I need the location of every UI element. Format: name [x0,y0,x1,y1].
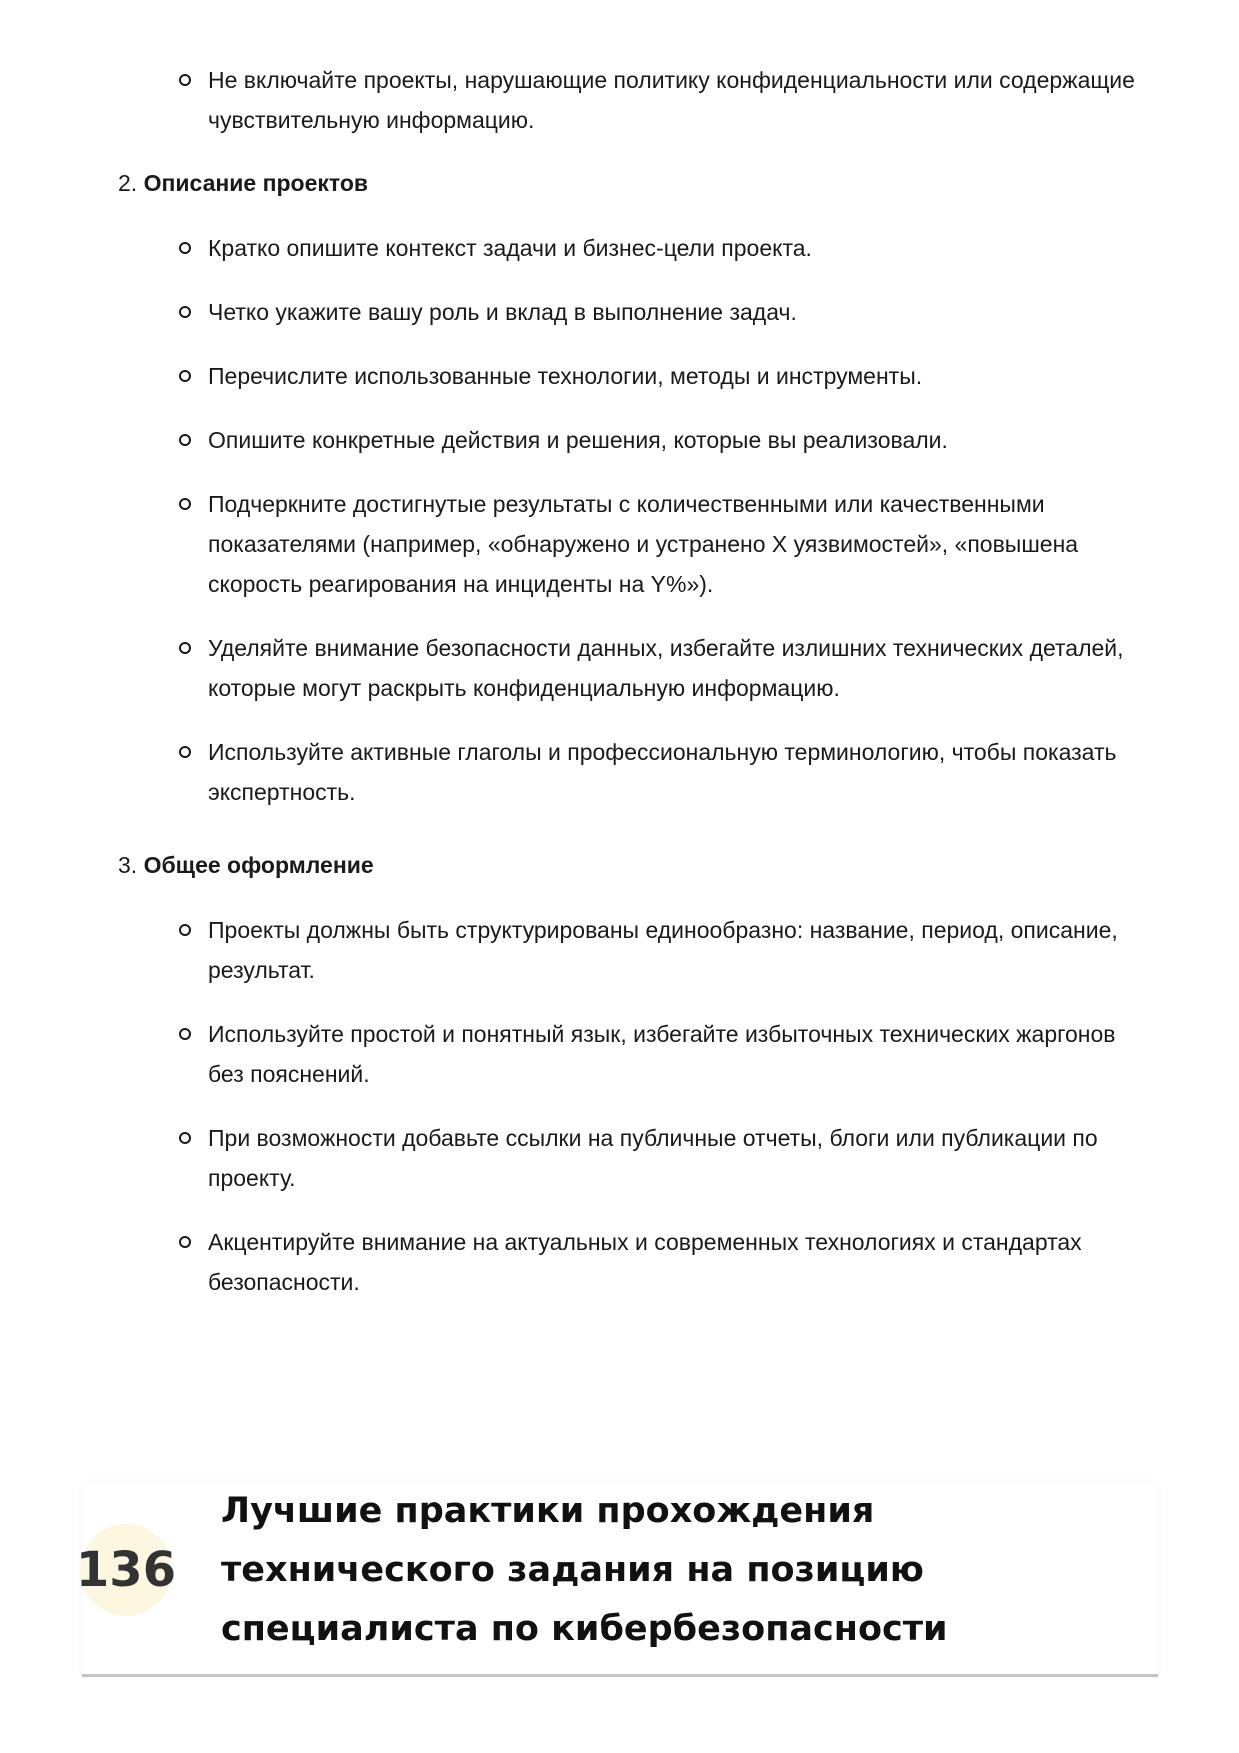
list-item: Уделяйте внимание безопасности данных, избегайте излишних технических деталей, которые могут раскрыть конфиденциальную информацию. [0,628,1239,708]
hollow-circle-bullet-icon [179,306,191,318]
section-heading-general-formatting [118,845,374,885]
bullet-list-general-formatting [0,910,1239,1326]
list-item: Перечислите использованные технологии, методы и инструменты. [0,356,1239,396]
hollow-circle-bullet-icon [179,434,191,446]
list-item: Акцентируйте внимание на актуальных и современных технологиях и стандартах безопасности. [0,1222,1239,1302]
list-item: Не включайте проекты, нарушающие политику конфиденциальности или содержащие чувствительную информацию. [0,60,1239,140]
list-item: Проекты должны быть структурированы единообразно: название, период, описание, результат. [0,910,1239,990]
list-item: Опишите конкретные действия и решения, которые вы реализовали. [0,420,1239,460]
bullet-list-privacy [0,60,1239,164]
hollow-circle-bullet-icon [179,242,191,254]
hollow-circle-bullet-icon [179,74,191,86]
list-item: Используйте простой и понятный язык, избегайте избыточных технических жаргонов без пояснений. [0,1014,1239,1094]
hollow-circle-bullet-icon [179,746,191,758]
hollow-circle-bullet-icon [179,1028,191,1040]
hollow-circle-bullet-icon [179,924,191,936]
section-title: Описание проектов [143,170,369,196]
hollow-circle-bullet-icon [179,1132,191,1144]
hollow-circle-bullet-icon [179,498,191,510]
hollow-circle-bullet-icon [179,1236,191,1248]
list-item: Четко укажите вашу роль и вклад в выполнение задач. [0,292,1239,332]
chapter-number-badge: 136 [80,1524,172,1616]
bullet-list-project-description [0,228,1239,836]
section-number: 3. [118,852,138,878]
hollow-circle-bullet-icon [179,370,191,382]
chapter-header [75,1482,1158,1677]
section-heading-project-description [118,163,368,203]
hollow-circle-bullet-icon [179,642,191,654]
section-number: 2. [118,170,138,196]
list-item: Кратко опишите контекст задачи и бизнес-цели проекта. [0,228,1239,268]
list-item: Используйте активные глаголы и профессиональную терминологию, чтобы показать экспертность. [0,732,1239,812]
list-item: При возможности добавьте ссылки на публичные отчеты, блоги или публикации по проекту. [0,1118,1239,1198]
section-title: Общее оформление [143,852,374,878]
chapter-title: Лучшие практики прохождения технического задания на позицию специалиста по кибербезопасности [221,1491,948,1649]
list-item: Подчеркните достигнутые результаты с количественными или качественными показателями (например, «обнаружено и устранено X уязвимостей», «повышена скорость реагирования на инциденты на Y%»). [0,484,1239,604]
